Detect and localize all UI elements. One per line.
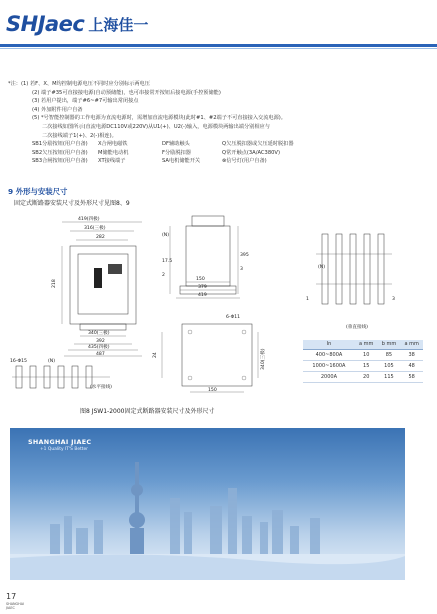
legend-item: X合闸电磁铁	[98, 141, 128, 148]
dim-label: 2	[162, 273, 165, 278]
table-cell: 38	[400, 349, 423, 360]
legend-item: SB2欠压按钮(用户自备)	[32, 149, 88, 156]
dimension-table	[303, 340, 423, 383]
table-cell: 1000~1600A	[303, 360, 355, 371]
note-line: 二次接线端子1(+)、2(-)相连)。	[42, 132, 117, 139]
legend-item: SA电机储能开关	[162, 158, 201, 165]
footer-brand	[6, 602, 24, 610]
footer-line: JIAEC	[6, 606, 15, 610]
table-header: In	[303, 340, 355, 349]
company-logo	[6, 10, 148, 38]
note-line: (5) *号智能控制器的工作电源为直流电源时，需增加直流电源模块(此时#1、#2端子不可直接接入交流电源)。	[32, 115, 286, 122]
table-cell: 105	[378, 360, 401, 371]
legend-item: XT接线端子	[98, 158, 126, 165]
dim-label: 150	[196, 277, 205, 282]
legend-item: Q常开触点(3A/AC380V)	[222, 149, 281, 156]
dim-label: 1	[306, 297, 309, 302]
table-cell: 10	[355, 349, 378, 360]
table-header-row	[303, 340, 423, 349]
footer-line: SHANGHAI	[6, 602, 25, 606]
table-cell: 400~800A	[303, 349, 355, 360]
section-title: 9 外形与安装尺寸	[8, 187, 68, 196]
section-subtitle: 固定式断路器安装尺寸及外形尺寸见图8、9	[14, 200, 130, 207]
page-number: 17	[6, 592, 17, 601]
dim-label: 3	[240, 267, 243, 272]
dim-label: 316(三极)	[84, 226, 106, 231]
side-view	[152, 216, 266, 393]
table-header: b mm	[378, 340, 401, 349]
dim-label: 419	[198, 293, 207, 298]
note-line: (2) 端子#35可直接接电源(自动预储能)，也可串接常开按钮后接电源(手控预储能)	[32, 89, 221, 96]
neutral-label: (N)	[318, 265, 326, 270]
note-line: *注：(1) 若F、X、M均控制电源电压不同时应分别标示两电压	[8, 81, 150, 87]
view-label: (垂直接线)	[346, 325, 368, 330]
hole-label: 6-Φ11	[226, 315, 241, 320]
table-row	[303, 349, 423, 360]
accessory-legend	[8, 140, 418, 166]
dim-label: 150	[208, 388, 217, 393]
dim-label: 340(三极)	[261, 348, 266, 370]
dim-label: 24	[153, 352, 158, 358]
dim-label: 17.5	[162, 259, 173, 264]
rear-view-vertical	[306, 234, 395, 330]
legend-item: F分励脱扣器	[162, 149, 191, 156]
banner-slogan: +1 Quality IT'S Better	[40, 447, 88, 452]
legend-item: ⊗信号灯(用户自备)	[222, 158, 267, 165]
banner-brand: SHANGHAI JIAEC	[28, 438, 92, 446]
note-line: (3) 若用户提出，端子#6~#7可输出常闭接点	[32, 98, 139, 105]
dim-label: 282	[96, 235, 105, 240]
dim-label: 487	[96, 352, 105, 357]
note-line: (4) 外加附件用户自备	[32, 106, 83, 113]
dim-label: 392	[96, 339, 105, 344]
dim-label: 435(四极)	[88, 345, 110, 350]
table-row	[303, 371, 423, 382]
dim-label: 340(三极)	[88, 331, 110, 336]
page-header	[0, 0, 437, 50]
city-skyline-banner	[10, 428, 405, 580]
dim-label: 379	[198, 285, 207, 290]
table-cell: 115	[378, 371, 401, 382]
front-view	[10, 215, 142, 390]
table-row	[303, 360, 423, 371]
note-line: 二次接线如图所示(直流电源DC110V或220V)从U1(+)、U2(-)输入，电源模块两输出端分别相应与	[42, 123, 270, 130]
legend-item: DF辅助触头	[162, 141, 190, 148]
dim-label: 218	[52, 279, 57, 288]
logo-chinese-name: 上海佳一	[88, 15, 149, 34]
dim-label: (N)	[162, 233, 170, 238]
logo-mark: SHJaec	[6, 12, 85, 36]
table-header: a mm	[400, 340, 423, 349]
table-cell: 20	[355, 371, 378, 382]
table-cell: 15	[355, 360, 378, 371]
table-cell: 48	[400, 360, 423, 371]
dim-label: 3	[392, 297, 395, 302]
table-cell: 85	[378, 349, 401, 360]
table-cell: 2000A	[303, 371, 355, 382]
hole-label: 16-Φ15	[10, 359, 27, 364]
controller-display	[108, 264, 122, 274]
dim-label: 395	[240, 253, 249, 258]
table-cell: 58	[400, 371, 423, 382]
header-rule-thin	[0, 48, 437, 49]
neutral-label: (N)	[48, 359, 56, 364]
legend-item: M储能电动机	[98, 149, 129, 156]
dim-label: 419(四极)	[78, 217, 100, 222]
figure-caption: 图8 JSW1-2000固定式断路器安装尺寸及外形尺寸	[80, 408, 215, 415]
legend-item: Q欠压脱扣器或欠压延时脱扣器	[222, 141, 294, 148]
view-label: (水平接线)	[90, 385, 112, 390]
wiring-notes	[8, 80, 418, 166]
legend-item: SB1分励按钮(用户自备)	[32, 141, 88, 148]
legend-item: SB3合闸按钮(用户自备)	[32, 158, 88, 165]
header-rule	[0, 44, 437, 47]
table-header: a mm	[355, 340, 378, 349]
operating-handle	[94, 268, 102, 288]
